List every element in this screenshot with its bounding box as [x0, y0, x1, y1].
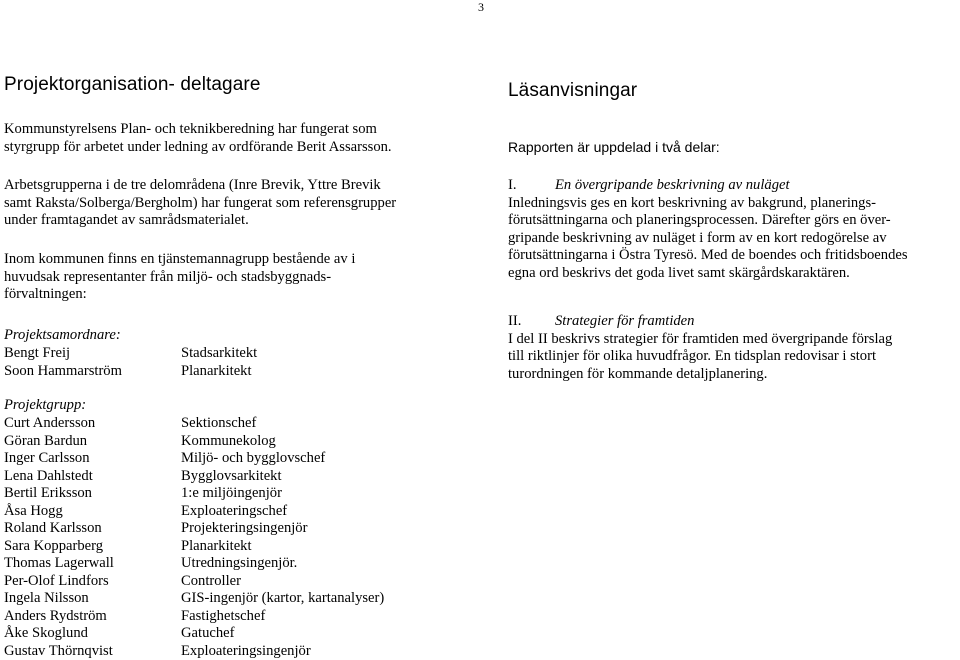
part-two-title: Strategier för framtiden [555, 313, 694, 329]
paragraph-steering-group [4, 121, 392, 156]
text-line: huvudsak representanter från miljö- och stadsbyggnads- [4, 269, 355, 287]
person-name: Thomas Lagerwall [4, 555, 114, 573]
text-line: turordningen för kommande detaljplanering. [508, 366, 958, 384]
person-name: Bertil Eriksson [4, 485, 114, 503]
person-role: Gatuchef [181, 625, 384, 643]
person-role: Planarkitekt [181, 538, 384, 556]
person-role: Fastighetschef [181, 608, 384, 626]
paragraph-working-groups [4, 177, 396, 230]
part-one-section [508, 177, 958, 282]
person-role: Bygglovsarkitekt [181, 468, 384, 486]
project-group-names [4, 415, 114, 660]
person-name: Lena Dahlstedt [4, 468, 114, 486]
person-role: Stadsarkitekt [181, 345, 257, 363]
page-number: 3 [478, 0, 484, 15]
text-line: förutsättningarna och planeringsprocessen. Därefter görs en över- [508, 212, 958, 230]
person-name: Soon Hammarström [4, 363, 122, 381]
text-line: till riktlinjer för olika huvudfrågor. En tidsplan redovisar i stort [508, 348, 958, 366]
person-name: Ingela Nilsson [4, 590, 114, 608]
part-one-number: I. [508, 177, 555, 195]
person-role: Utredningsingenjör. [181, 555, 384, 573]
person-name: Anders Rydström [4, 608, 114, 626]
text-line: Arbetsgrupperna i de tre delområdena (Inre Brevik, Yttre Brevik [4, 177, 396, 195]
person-name: Per-Olof Lindfors [4, 573, 114, 591]
person-role: GIS-ingenjör (kartor, kartanalyser) [181, 590, 384, 608]
person-role: 1:e miljöingenjör [181, 485, 384, 503]
person-role: Projekteringsingenjör [181, 520, 384, 538]
text-line: gripande beskrivning av nuläget i form av en kort redogörelse av [508, 230, 958, 248]
person-name: Roland Karlsson [4, 520, 114, 538]
person-name: Göran Bardun [4, 433, 114, 451]
person-role: Controller [181, 573, 384, 591]
person-name: Åke Skoglund [4, 625, 114, 643]
text-line: förvaltningen: [4, 286, 355, 304]
person-name: Sara Kopparberg [4, 538, 114, 556]
part-one-heading [508, 177, 958, 195]
text-line: Kommunstyrelsens Plan- och teknikberedning har fungerat som [4, 121, 392, 139]
part-two-section [508, 313, 958, 383]
person-name: Bengt Freij [4, 345, 122, 363]
person-role: Sektionschef [181, 415, 384, 433]
person-name: Åsa Hogg [4, 503, 114, 521]
person-role: Kommunekolog [181, 433, 384, 451]
project-group-heading: Projektgrupp: [4, 397, 86, 415]
person-role: Miljö- och bygglovschef [181, 450, 384, 468]
part-one-title: En övergripande beskrivning av nuläget [555, 177, 790, 193]
part-two-number: II. [508, 313, 555, 331]
person-name: Gustav Thörnqvist [4, 643, 114, 660]
text-line: Inledningsvis ges en kort beskrivning av bakgrund, planerings- [508, 195, 958, 213]
text-line: I del II beskrivs strategier för framtiden med övergripande förslag [508, 331, 958, 349]
project-group-roles [181, 415, 384, 660]
text-line: egna ord beskrivs det goda livet samt skärgårdskaraktären. [508, 265, 958, 283]
person-role: Planarkitekt [181, 363, 257, 381]
person-role: Exploateringschef [181, 503, 384, 521]
text-line: Inom kommunen finns en tjänstemannagrupp bestående av i [4, 251, 355, 269]
reading-guide-intro: Rapporten är uppdelad i två delar: [508, 139, 720, 157]
person-role: Exploateringsingenjör [181, 643, 384, 660]
text-line: förutsättningarna i Östra Tyresö. Med de boendes och fritidsboendes [508, 247, 958, 265]
paragraph-officials-group [4, 251, 355, 304]
part-two-heading [508, 313, 958, 331]
text-line: styrgrupp för arbetet under ledning av ordförande Berit Assarsson. [4, 139, 392, 157]
person-name: Curt Andersson [4, 415, 114, 433]
text-line: under framtagandet av samrådsmaterialet. [4, 212, 396, 230]
section-heading-reading-guide: Läsanvisningar [508, 80, 637, 102]
text-line: samt Raksta/Solberga/Bergholm) har fungerat som referensgrupper [4, 195, 396, 213]
coordinators-roles [181, 345, 257, 380]
section-heading-project-organisation: Projektorganisation- deltagare [4, 74, 261, 96]
coordinators-heading: Projektsamordnare: [4, 327, 121, 345]
coordinators-names [4, 345, 122, 380]
person-name: Inger Carlsson [4, 450, 114, 468]
